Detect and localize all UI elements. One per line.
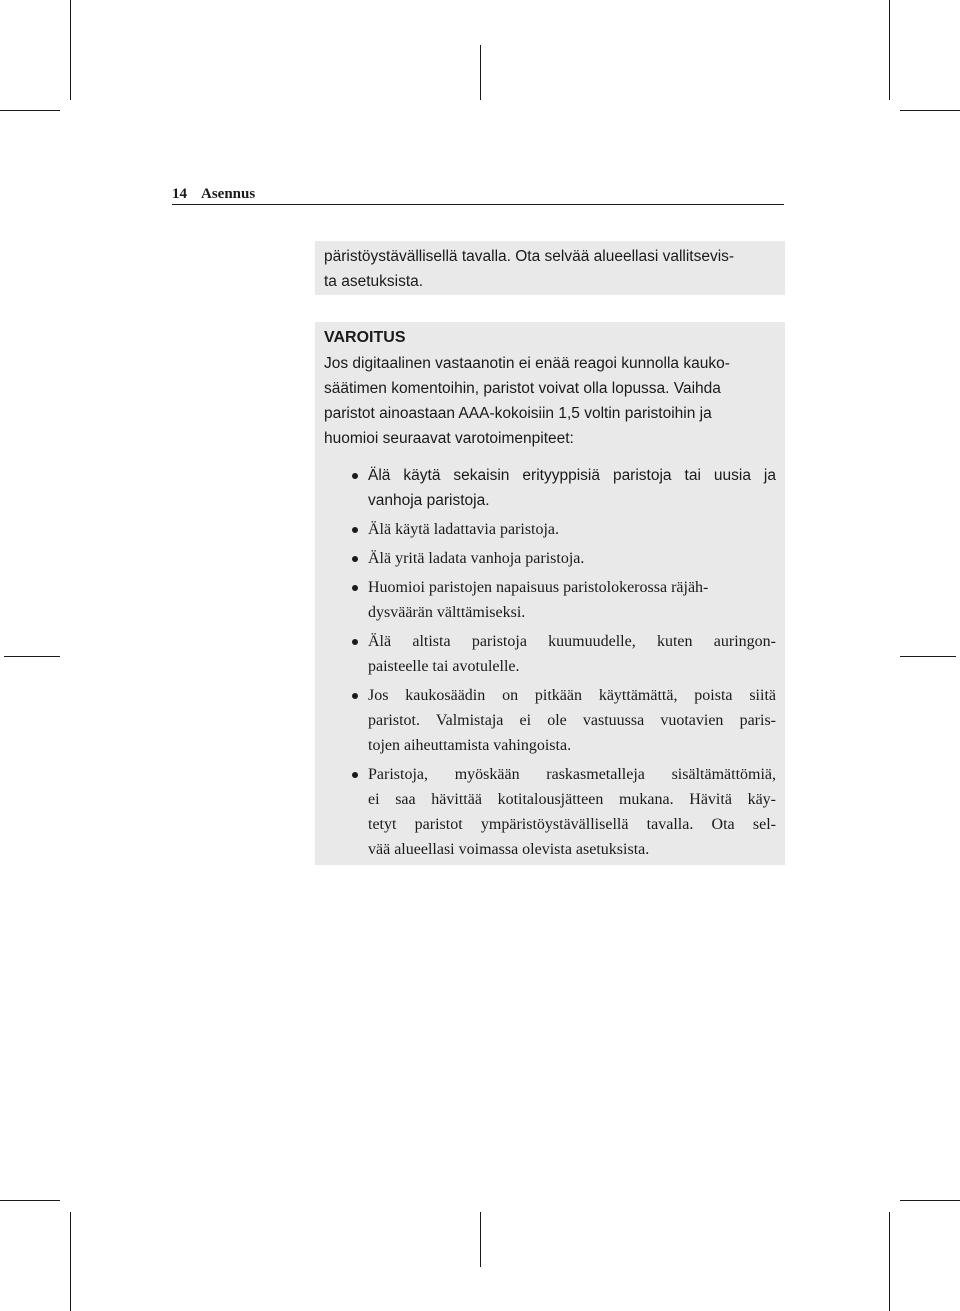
page-number: 14 [172,186,187,202]
list-item-line: vanhoja paristoja. [368,492,490,509]
list-item-line: Paristoja, myöskään raskasmetalleja sisältämättömiä, [368,766,776,783]
crop-mark [480,1212,481,1267]
intro-line: säätimen komentoihin, paristot voivat olla lopussa. Vaihda [324,380,721,397]
note-line: päristöystävällisellä tavalla. Ota selvää alueellasi vallitsevis- [324,248,735,265]
list-item-line: tetyt paristot ympäristöystävällisellä tavalla. Ota sel- [368,816,776,833]
note-box [315,241,785,295]
list-item [324,683,776,758]
list-item [324,575,776,625]
list-item-line: vää alueellasi voimassa olevista asetuksista. [368,841,650,858]
list-item [324,463,776,513]
warning-title: VAROITUS [324,329,406,346]
list-item-line: dysväärän välttämiseksi. [368,604,526,621]
crop-mark [70,1212,71,1311]
crop-mark [4,656,60,657]
crop-mark [70,0,71,100]
list-item [324,629,776,679]
warning-box [315,322,785,865]
list-item-line: Älä yritä ladata vanhoja paristoja. [368,550,585,567]
list-item-line: ei saa hävittää kotitalousjätteen mukana. Hävitä käy- [368,791,776,808]
list-item-line: paristot. Valmistaja ei ole vastuussa vuotavien paris- [368,712,776,729]
list-item-line: tojen aiheuttamista vahingoista. [368,737,572,754]
list-item [324,517,776,542]
crop-mark [889,0,890,100]
running-header [172,183,784,205]
list-item-line: Älä käytä sekaisin erityyppisiä paristoja tai uusia ja [368,467,776,484]
list-item-line: Älä käytä ladattavia paristoja. [368,521,560,538]
section-title: Asennus [201,186,256,202]
precautions-list [324,463,776,862]
crop-mark [480,45,481,100]
crop-mark [889,1212,890,1311]
list-item [324,762,776,862]
list-item-line: paisteelle tai avotulelle. [368,658,520,675]
note-line: ta asetuksista. [324,273,424,290]
crop-mark [900,656,956,657]
intro-line: Jos digitaalinen vastaanotin ei enää reagoi kunnolla kauko- [324,355,730,372]
intro-line: paristot ainoastaan AAA-kokoisiin 1,5 voltin paristoihin ja [324,405,712,422]
crop-mark [0,1200,60,1201]
crop-mark [900,1200,960,1201]
crop-mark [900,110,960,111]
header-rule [172,204,784,205]
list-item-line: Huomioi paristojen napaisuus paristolokerossa räjäh- [368,579,709,596]
warning-intro [324,351,776,451]
intro-line: huomioi seuraavat varotoimenpiteet: [324,430,574,447]
list-item-line: Älä altista paristoja kuumuudelle, kuten auringon- [368,633,776,650]
list-item [324,546,776,571]
list-item-line: Jos kaukosäädin on pitkään käyttämättä, poista siitä [368,687,776,704]
crop-mark [0,110,60,111]
